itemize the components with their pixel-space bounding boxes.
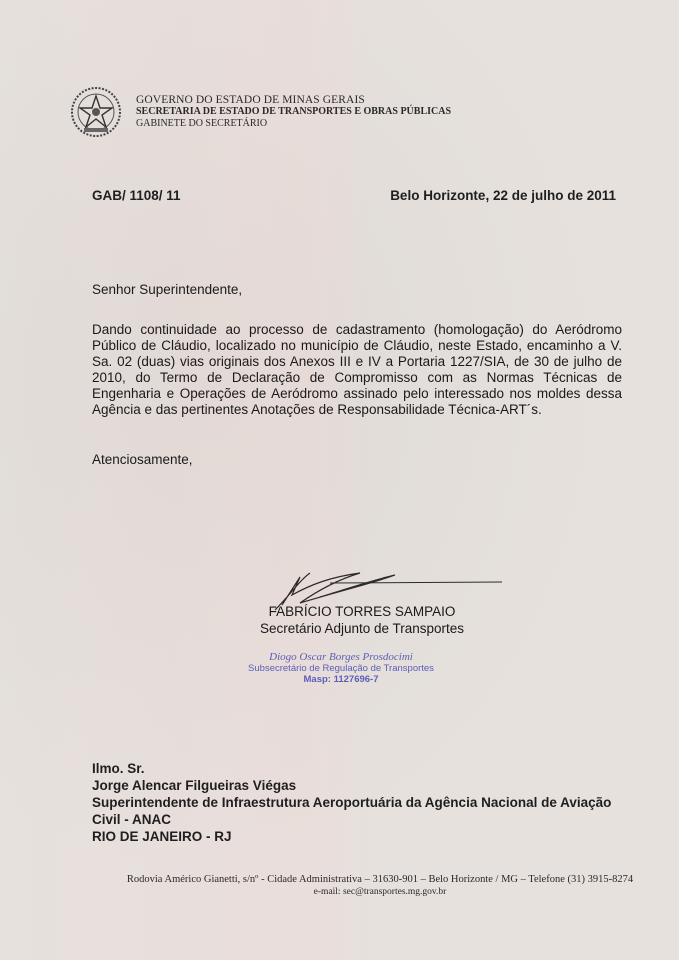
- recipient-line: Jorge Alencar Filgueiras Viégas: [92, 778, 297, 793]
- minas-gerais-coat-of-arms-icon: [70, 86, 122, 138]
- recipient-line: RIO DE JANEIRO - RJ: [92, 829, 232, 844]
- letterhead: [70, 86, 451, 138]
- secretariat-name: SECRETARIA DE ESTADO DE TRANSPORTES E OBRAS PÚBLICAS: [136, 106, 452, 117]
- salutation: Senhor Superintendente,: [92, 282, 243, 297]
- recipient-line: Ilmo. Sr.: [92, 761, 145, 776]
- signer-name: FABRÍCIO TORRES SAMPAIO: [268, 604, 456, 619]
- stamp-masp: Masp: 1127696-7: [303, 674, 379, 685]
- letter-body: Dando continuidade ao processo de cadastramento (homologação) do Aeródromo Público de Cláudio, localizado no município de Cláudio, neste Estado, encaminho a V. Sa. 02 (duas) vias originais dos Anexos III e IV a Portaria 1227/SIA, de 30 de julho de 2010, do Termo de Declaração de Compromisso com as Normas Técnicas de Engenharia e Operações de Aeródromo assinado pelo interessado nos moldes dessa Agência e das pertinentes Anotações de Responsabilidade Técnica-ART´s.: [92, 322, 622, 417]
- government-name: GOVERNO DO ESTADO DE MINAS GERAIS: [136, 94, 365, 106]
- footer: [110, 874, 650, 898]
- place-date: Belo Horizonte, 22 de julho de 2011: [390, 188, 616, 203]
- stamp-name: Diogo Oscar Borges Prosdocimi: [269, 651, 413, 663]
- recipient-block: [92, 760, 611, 845]
- recipient-line: Superintendente de Infraestrutura Aeroportuária da Agência Nacional de Aviação: [92, 795, 612, 810]
- signer-block: [252, 603, 472, 637]
- closing: Atenciosamente,: [92, 452, 193, 467]
- reference-row: [92, 188, 616, 203]
- footer-email: e-mail: sec@transportes.mg.gov.br: [313, 887, 447, 897]
- office-name: GABINETE DO SECRETÁRIO: [136, 118, 268, 129]
- stamp-title: Subsecretário de Regulação de Transportes: [248, 663, 434, 674]
- official-stamp: [236, 652, 446, 685]
- signer-title: Secretário Adjunto de Transportes: [259, 621, 465, 636]
- recipient-line: Civil - ANAC: [92, 812, 172, 827]
- reference-number: GAB/ 1108/ 11: [92, 188, 181, 203]
- footer-address: Rodovia Américo Gianetti, s/nº - Cidade Administrativa – 31630-901 – Belo Horizonte / MG – Telefone (31) 3915-8274: [126, 874, 634, 885]
